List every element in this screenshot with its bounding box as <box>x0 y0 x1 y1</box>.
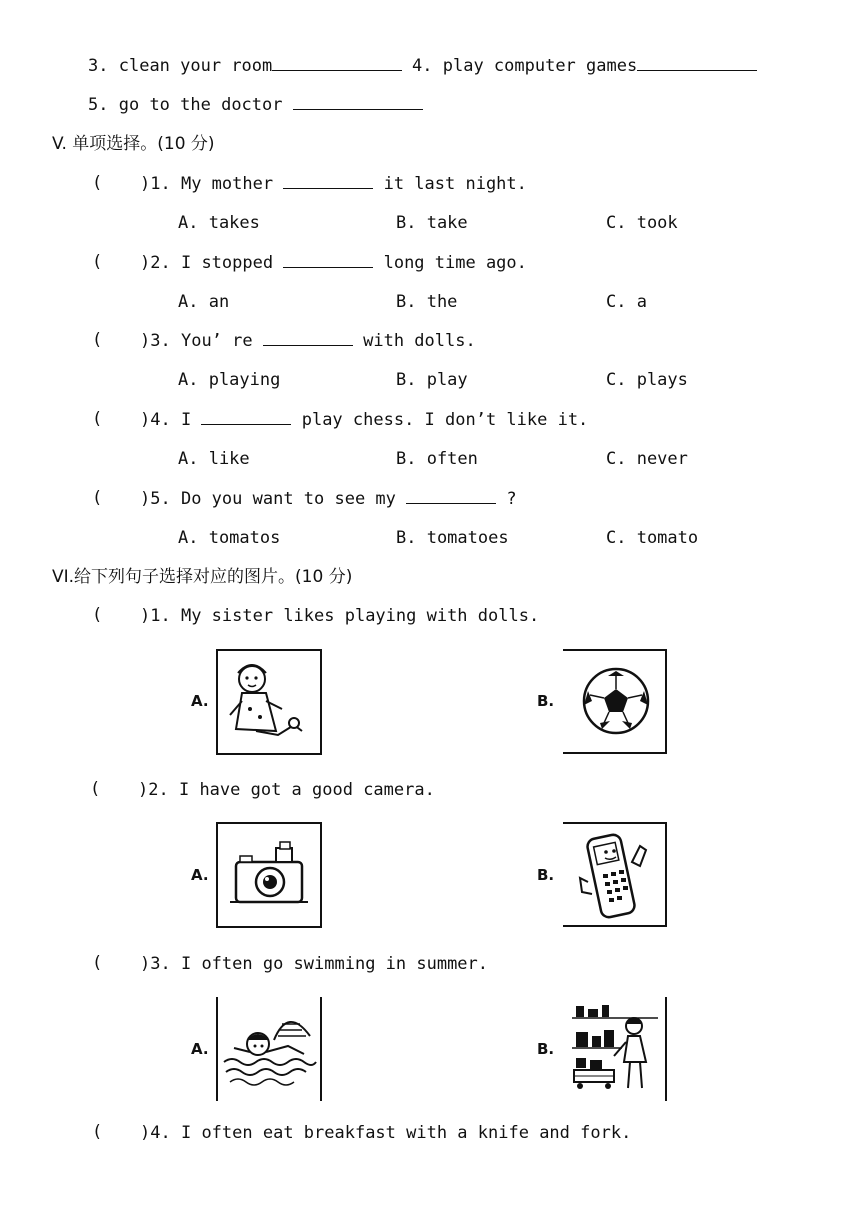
picture-choice-a[interactable] <box>216 822 320 926</box>
picture-choice-b[interactable] <box>562 996 666 1100</box>
answer-paren[interactable]: ( <box>92 605 103 625</box>
question-5: )5. Do you want to see my ? <box>140 489 517 509</box>
option-a[interactable]: A. playing <box>178 370 281 390</box>
answer-paren[interactable]: ( <box>92 173 103 193</box>
option-a[interactable]: A. like <box>178 449 250 469</box>
answer-blank[interactable] <box>272 56 402 71</box>
question-3: )3. You’ re with dolls. <box>140 331 476 351</box>
picture-choice-a[interactable] <box>216 996 320 1100</box>
answer-paren[interactable]: ( <box>90 779 101 799</box>
question-2: )2. I stopped long time ago. <box>140 253 527 273</box>
option-b[interactable]: B. the <box>396 292 458 312</box>
soccer-ball-icon <box>562 649 668 755</box>
answer-blank[interactable] <box>283 174 373 189</box>
option-b[interactable]: B. take <box>396 213 468 233</box>
choice-label-b[interactable]: B. <box>537 866 555 884</box>
option-c[interactable]: C. tomato <box>606 528 699 548</box>
shopping-icon <box>562 996 668 1102</box>
option-c[interactable]: C. took <box>606 213 678 233</box>
answer-blank[interactable] <box>201 410 291 425</box>
answer-blank[interactable] <box>637 56 757 71</box>
answer-paren[interactable]: ( <box>92 1122 103 1142</box>
option-c[interactable]: C. plays <box>606 370 688 390</box>
answer-blank[interactable] <box>406 489 496 504</box>
phrase-item-3: 3. clean your room <box>88 55 402 77</box>
answer-paren[interactable]: ( <box>92 953 103 973</box>
answer-paren[interactable]: ( <box>92 252 103 272</box>
phrase-item-4: 4. play computer games <box>412 55 757 77</box>
choice-label-a[interactable]: A. <box>191 1040 209 1058</box>
swimming-icon <box>216 996 322 1102</box>
question-1: )1. My mother it last night. <box>140 174 527 194</box>
option-c[interactable]: C. never <box>606 449 688 469</box>
section-heading-vi: VI.给下列句子选择对应的图片。(10 分) <box>52 567 353 587</box>
picture-question-4: )4. I often eat breakfast with a knife and fork. <box>140 1123 632 1143</box>
picture-question-2: )2. I have got a good camera. <box>138 780 435 800</box>
picture-choice-b[interactable] <box>562 822 666 926</box>
answer-blank[interactable] <box>283 253 373 268</box>
option-c[interactable]: C. a <box>606 292 647 312</box>
answer-paren[interactable]: ( <box>92 488 103 508</box>
option-a[interactable]: A. tomatos <box>178 528 281 548</box>
picture-question-1: )1. My sister likes playing with dolls. <box>140 606 540 626</box>
picture-choice-b[interactable] <box>562 649 666 753</box>
section-heading-v: V. 单项选择。(10 分) <box>52 134 215 154</box>
choice-label-b[interactable]: B. <box>537 1040 555 1058</box>
option-a[interactable]: A. takes <box>178 213 260 233</box>
choice-label-a[interactable]: A. <box>191 692 209 710</box>
option-b[interactable]: B. tomatoes <box>396 528 509 548</box>
mobile-phone-icon <box>562 822 668 928</box>
phrase-item-5: 5. go to the doctor <box>88 94 423 116</box>
doll-icon <box>216 649 322 755</box>
option-b[interactable]: B. play <box>396 370 468 390</box>
picture-question-3: )3. I often go swimming in summer. <box>140 954 489 974</box>
answer-paren[interactable]: ( <box>92 409 103 429</box>
answer-paren[interactable]: ( <box>92 330 103 350</box>
picture-choice-a[interactable] <box>216 649 320 753</box>
option-a[interactable]: A. an <box>178 292 230 312</box>
question-4: )4. I play chess. I don’t like it. <box>140 410 589 430</box>
choice-label-b[interactable]: B. <box>537 692 555 710</box>
choice-label-a[interactable]: A. <box>191 866 209 884</box>
camera-icon <box>216 822 322 928</box>
answer-blank[interactable] <box>293 95 423 110</box>
answer-blank[interactable] <box>263 331 353 346</box>
option-b[interactable]: B. often <box>396 449 478 469</box>
